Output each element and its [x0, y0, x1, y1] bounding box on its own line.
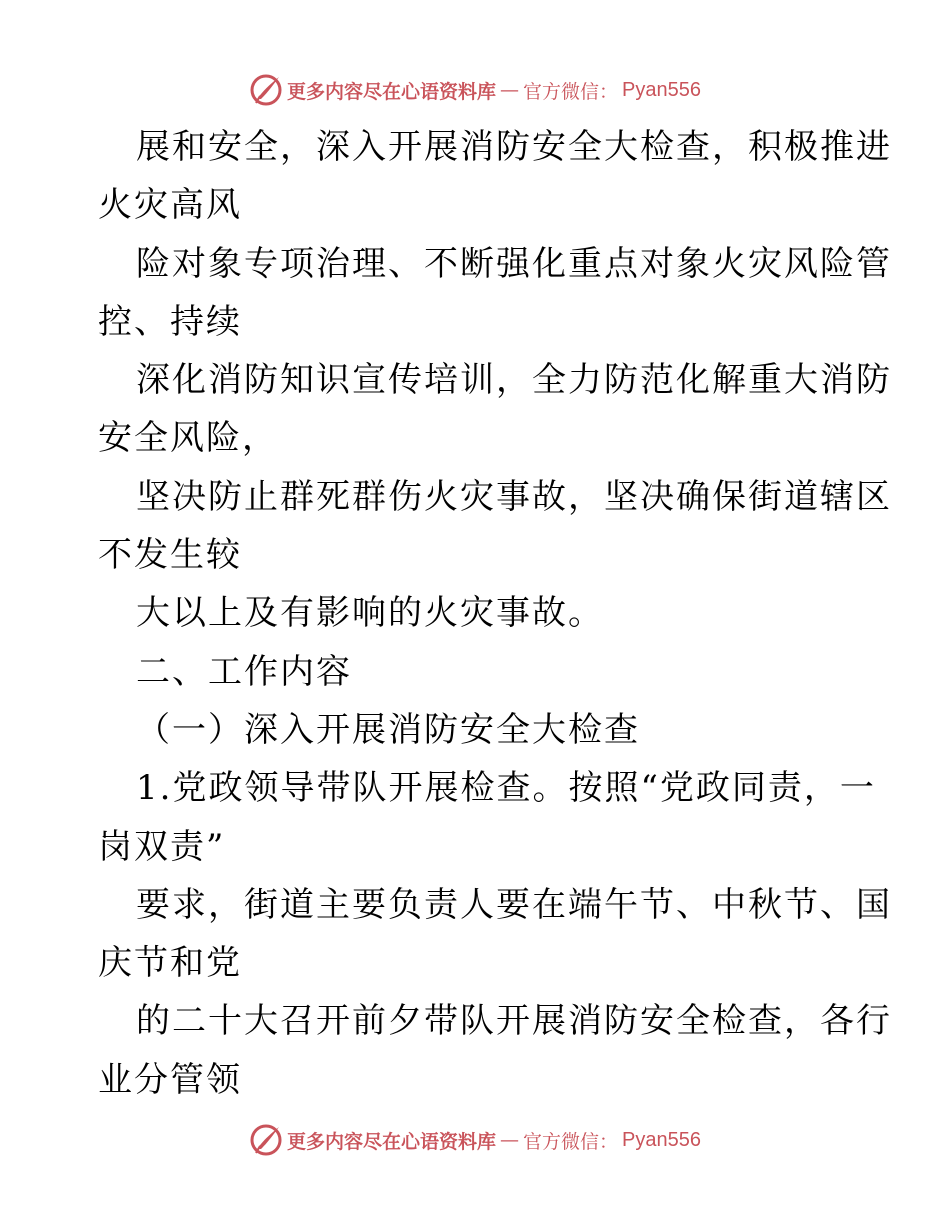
footer-watermark [0, 1120, 950, 1160]
text-line: 业分管领 [98, 1059, 242, 1100]
text-line: 火灾高风 [98, 185, 242, 226]
text-line: 坚决防止群死群伤火灾事故，坚决确保街道辖区 [136, 476, 892, 517]
watermark-text: 更多内容尽在心语资料库 [287, 80, 497, 103]
subsection-heading: （一）深入开展消防安全大检查 [136, 709, 640, 750]
feather-seal-icon [249, 1123, 283, 1157]
text-line: 不发生较 [98, 535, 242, 576]
watermark-wechat-id: Pyan556 [622, 1128, 701, 1151]
watermark-text: 更多内容尽在心语资料库 [287, 1130, 497, 1153]
watermark-wechat-id: Pyan556 [622, 78, 701, 101]
text-line: 岗双责” [98, 826, 226, 867]
header-watermark [0, 70, 950, 110]
text-line: 大以上及有影响的火灾事故。 [136, 593, 604, 634]
text-line: 庆节和党 [98, 943, 242, 984]
text-line: 安全风险， [98, 418, 278, 459]
watermark-wechat-label: 官方微信： [523, 80, 619, 103]
text-line: 1.党政领导带队开展检查。按照“党政同责，一 [136, 768, 876, 809]
text-line: 险对象专项治理、不断强化重点对象火灾风险管 [136, 243, 892, 284]
text-line: 控、持续 [98, 301, 242, 342]
section-heading: 二、工作内容 [136, 651, 352, 692]
document-body [98, 118, 892, 1109]
text-line: 的二十大召开前夕带队开展消防安全检查，各行 [136, 1001, 892, 1042]
text-line: 要求，街道主要负责人要在端午节、中秋节、国 [136, 884, 892, 925]
watermark-dash: — [500, 1129, 520, 1151]
watermark-dash: — [500, 79, 520, 101]
watermark-wechat-label: 官方微信： [523, 1130, 619, 1153]
text-line: 展和安全，深入开展消防安全大检查，积极推进 [136, 127, 892, 167]
feather-seal-icon [249, 73, 283, 107]
text-line: 深化消防知识宣传培训，全力防范化解重大消防 [136, 360, 892, 401]
